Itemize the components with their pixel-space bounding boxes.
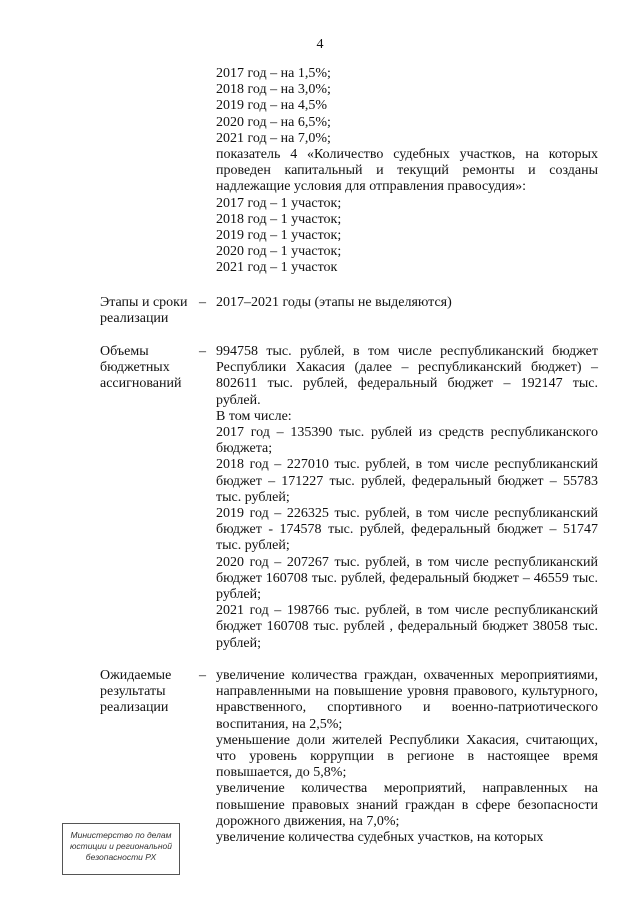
page-number: 4	[316, 37, 324, 52]
stamp-line: безопасности РХ	[85, 852, 157, 862]
result-item: уменьшение доли жителей Республики Хакасия, считающих, что уровень коррупции в регионе в настоящее время повышается, до 5,8%;	[216, 732, 598, 781]
year-line: 2017 год – 1 участок;	[216, 195, 342, 211]
ministry-stamp	[62, 823, 180, 875]
result-item: увеличение количества мероприятий, направленных на повышение правовых знаний граждан в сфере безопасности дорожного движения, на 7,0%;	[216, 781, 598, 829]
budget-year: 2018 год – 227010 тыс. рублей, в том числе республиканский бюджет – 171227 тыс. рублей, федеральный бюджет – 55783 тыс. рублей;	[216, 457, 598, 505]
results-label: Ожидаемые результаты реализации	[100, 668, 172, 716]
budget-dash: –	[199, 344, 206, 359]
budget-year: 2021 год – 198766 тыс. рублей, в том числе республиканский бюджет 160708 тыс. рублей , федеральный бюджет 38058 тыс. рублей;	[216, 603, 598, 651]
stages-label: Этапы и сроки реализации	[100, 295, 188, 327]
result-item: увеличение количества судебных участков, на которых	[216, 830, 544, 846]
budget-block	[216, 344, 598, 652]
percent-line: 2018 год – на 3,0%;	[216, 82, 331, 98]
results-dash: –	[199, 668, 206, 683]
results-block	[216, 668, 598, 846]
budget-total: 994758 тыс. рублей, в том числе республиканский бюджет Республики Хакасия (далее – республиканский бюджет) – 802611 тыс. рублей, федеральный бюджет – 192147 тыс. рублей.	[216, 344, 598, 408]
percent-line: 2020 год – на 6,5%;	[216, 114, 331, 130]
stages-text	[216, 295, 598, 311]
percent-line: 2019 год – на 4,5%	[216, 98, 327, 114]
stamp-line: юстиции и региональной	[69, 841, 173, 851]
stages-value: 2017–2021 годы (этапы не выделяются)	[216, 295, 452, 310]
year-line: 2019 год – 1 участок;	[216, 228, 342, 244]
budget-label: Объемы бюджетных ассигнований	[100, 344, 182, 392]
year-line: 2020 год – 1 участок;	[216, 244, 342, 260]
budget-year: 2017 год – 135390 тыс. рублей из средств республиканского бюджета;	[216, 425, 598, 457]
indicator-4-text: показатель 4 «Количество судебных участков, на которых проведен капитальный и текущий ремонты и созданы надлежащие условия для отправления правосудия»:	[216, 147, 598, 195]
budget-year: 2019 год – 226325 тыс. рублей, в том числе республиканский бюджет - 174578 тыс. рублей, федеральный бюджет – 51747 тыс. рублей;	[216, 506, 598, 554]
stamp-line: Министерство по делам	[70, 830, 172, 840]
budget-year: 2020 год – 207267 тыс. рублей, в том числе республиканский бюджет 160708 тыс. рублей, федеральный бюджет – 46559 тыс. рублей;	[216, 554, 598, 603]
percent-line: 2017 год – на 1,5%;	[216, 66, 331, 81]
result-item: увеличение количества граждан, охваченных мероприятиями, направленными на повышение уровня правового, культурного, нравственного, спортивного и военно-патриотического воспитания, на 2,5%;	[216, 668, 598, 732]
intro-block	[216, 66, 598, 277]
percent-line: 2021 год – на 7,0%;	[216, 130, 331, 146]
year-line: 2018 год – 1 участок;	[216, 211, 342, 227]
stages-dash: –	[199, 295, 206, 310]
year-line: 2021 год – 1 участок	[216, 260, 338, 276]
budget-including: В том числе:	[216, 408, 292, 424]
